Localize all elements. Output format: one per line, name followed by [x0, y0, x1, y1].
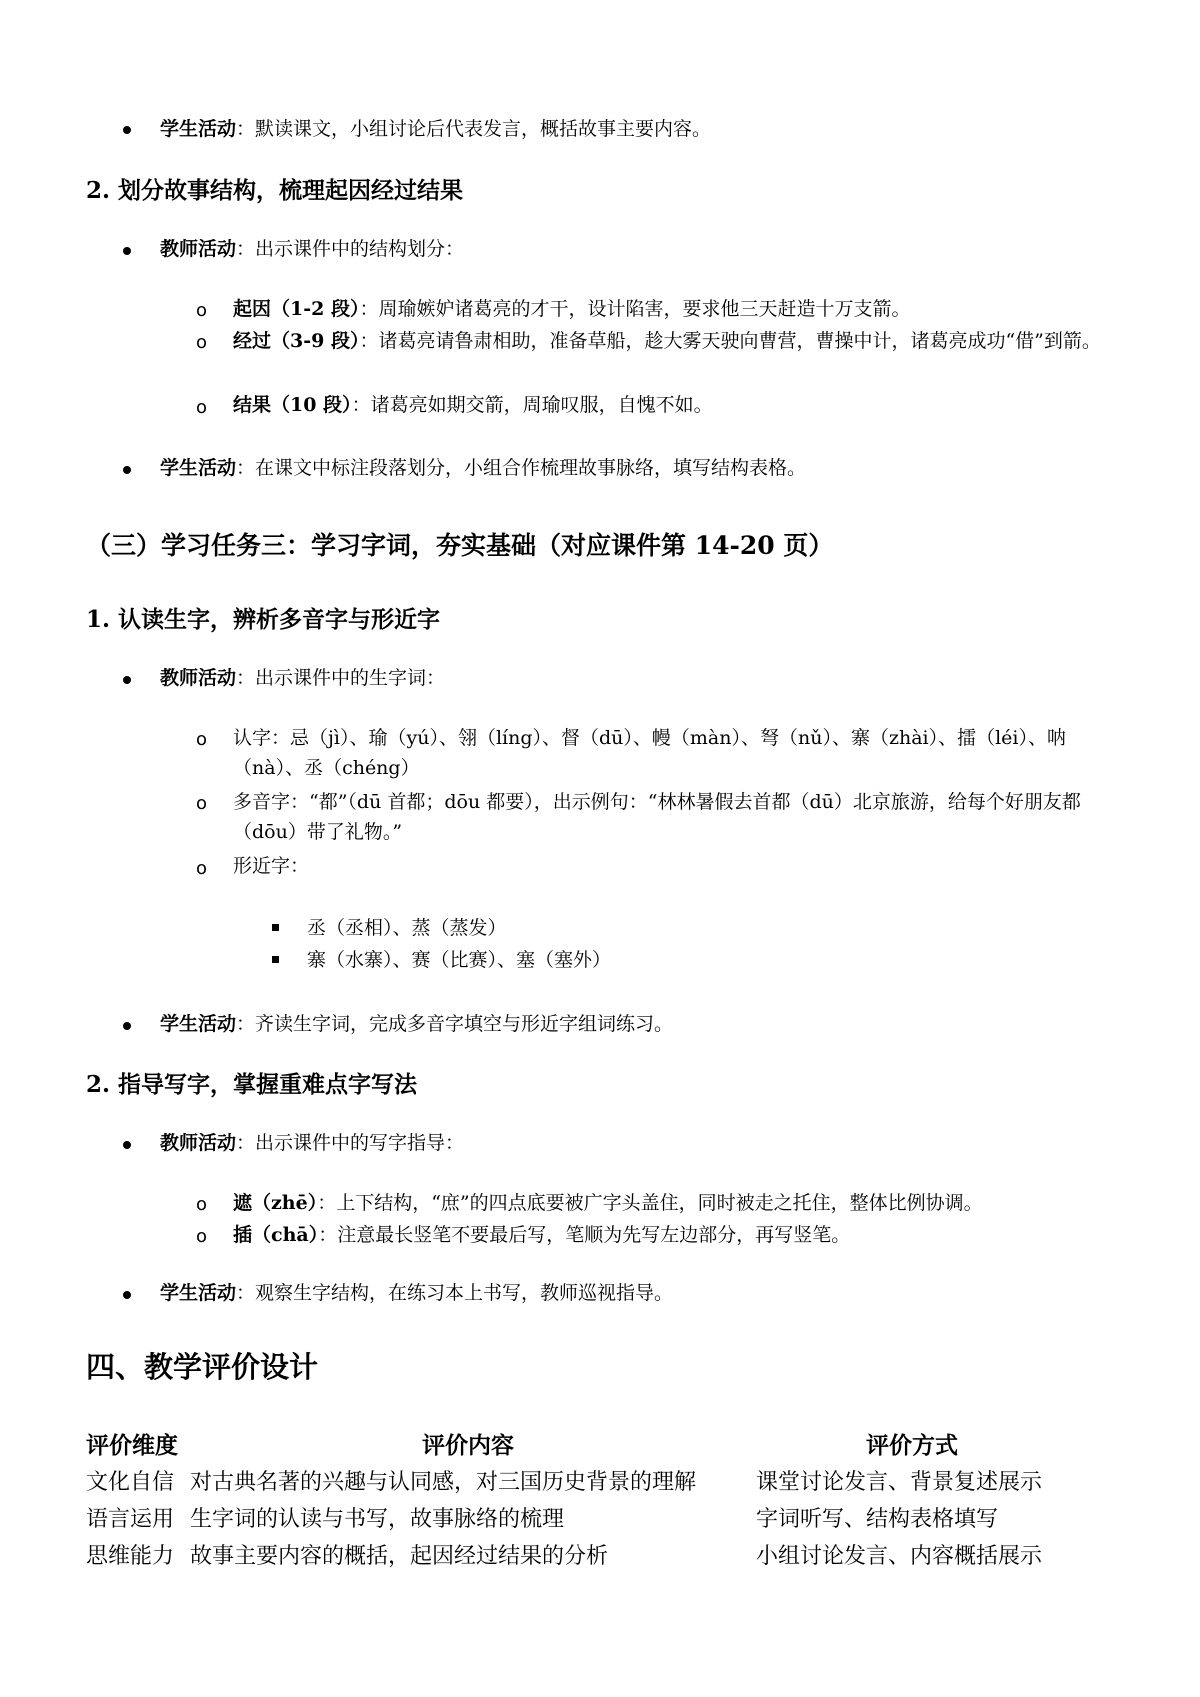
section-heading-writing: 2. 指导写字，掌握重难点字写法: [86, 1071, 418, 1098]
bullet-icon: [123, 1022, 131, 1030]
table-header-method: 评价方式: [866, 1432, 958, 1459]
table-cell: 生字词的认读与书写，故事脉络的梳理: [190, 1507, 565, 1532]
table-cell: 文化自信: [86, 1470, 175, 1495]
structure-item-result: 结果（10 段）：诸葛亮如期交箭，周瑜叹服，自愧不如。: [233, 394, 713, 416]
task-heading: （三）学习任务三：学习字词，夯实基础（对应课件第 14-20 页）: [86, 531, 834, 560]
teacher-activity-characters: 教师活动：出示课件中的生字词：: [160, 667, 446, 689]
square-bullet-icon: [272, 956, 279, 963]
bullet-icon: [123, 126, 131, 134]
circle-bullet-icon: o: [196, 332, 208, 353]
similar-char-pair-1: 丞（丞相）、蒸（蒸发）: [307, 917, 507, 939]
similar-char-pair-2: 寨（水寨）、赛（比赛）、塞（塞外）: [307, 949, 612, 971]
character-item-recognize: 认字：忌（jì）、瑜（yú）、翎（líng）、督（dū）、幔（màn）、弩（nǔ）、寨（zhài）、擂（léi）、呐（nà）、丞（chéng）: [233, 727, 1066, 779]
writing-item-zhe: 遮（zhē）：上下结构，“庶”的四点底要被广字头盖住，同时被走之托住，整体比例协调。: [233, 1192, 983, 1214]
circle-bullet-icon: o: [196, 858, 208, 879]
bullet-icon: [123, 466, 131, 474]
bullet-icon: [123, 676, 131, 684]
section-heading-structure: 2. 划分故事结构，梳理起因经过结果: [86, 177, 464, 204]
structure-item-cause: 起因（1-2 段）：周瑜嫉妒诸葛亮的才干，设计陷害，要求他三天赶造十万支箭。: [233, 298, 911, 320]
student-activity-writing: 学生活动：观察生字结构，在练习本上书写，教师巡视指导。: [160, 1282, 674, 1304]
table-cell: 小组讨论发言、内容概括展示: [756, 1544, 1043, 1569]
student-activity-1: 学生活动：默读课文，小组讨论后代表发言，概括故事主要内容。: [160, 118, 712, 140]
table-header-dimension: 评价维度: [86, 1432, 178, 1459]
bullet-icon: [123, 1141, 131, 1149]
table-cell: 对古典名著的兴趣与认同感，对三国历史背景的理解: [190, 1470, 697, 1495]
bullet-icon: [123, 247, 131, 255]
writing-item-cha: 插（chā）：注意最长竖笔不要最后写，笔顺为先写左边部分，再写竖笔。: [233, 1224, 851, 1246]
section-heading-characters: 1. 认读生字，辨析多音字与形近字: [86, 606, 441, 633]
circle-bullet-icon: o: [196, 729, 208, 750]
table-cell: 课堂讨论发言、背景复述展示: [756, 1470, 1043, 1495]
teacher-activity-structure: 教师活动：出示课件中的结构划分：: [160, 238, 465, 260]
bullet-icon: [123, 1291, 131, 1299]
circle-bullet-icon: o: [196, 300, 208, 321]
character-item-similar: 形近字：: [233, 855, 310, 877]
section-heading-evaluation: 四、教学评价设计: [86, 1350, 319, 1384]
circle-bullet-icon: o: [196, 397, 208, 418]
table-cell: 故事主要内容的概括，起因经过结果的分析: [190, 1544, 609, 1569]
structure-item-process: 经过（3-9 段）：诸葛亮请鲁肃相助，准备草船，趁大雾天驶向曹营，曹操中计，诸葛亮成功“借”到箭。: [233, 330, 1101, 352]
teacher-activity-writing: 教师活动：出示课件中的写字指导：: [160, 1132, 465, 1154]
student-activity-structure: 学生活动：在课文中标注段落划分，小组合作梳理故事脉络，填写结构表格。: [160, 457, 807, 479]
circle-bullet-icon: o: [196, 1194, 208, 1215]
circle-bullet-icon: o: [196, 1226, 208, 1247]
table-cell: 思维能力: [86, 1544, 175, 1569]
character-item-polyphone: 多音字：“都”（dū 首都；dōu 都要），出示例句：“林林暑假去首都（dū）北京旅游，给每个好朋友都（dōu）带了礼物。”: [233, 791, 1081, 843]
circle-bullet-icon: o: [196, 793, 208, 814]
table-header-content: 评价内容: [422, 1432, 514, 1459]
student-activity-characters: 学生活动：齐读生字词，完成多音字填空与形近字组词练习。: [160, 1013, 674, 1035]
square-bullet-icon: [272, 924, 279, 931]
table-cell: 语言运用: [86, 1507, 175, 1532]
table-cell: 字词听写、结构表格填写: [756, 1507, 999, 1532]
